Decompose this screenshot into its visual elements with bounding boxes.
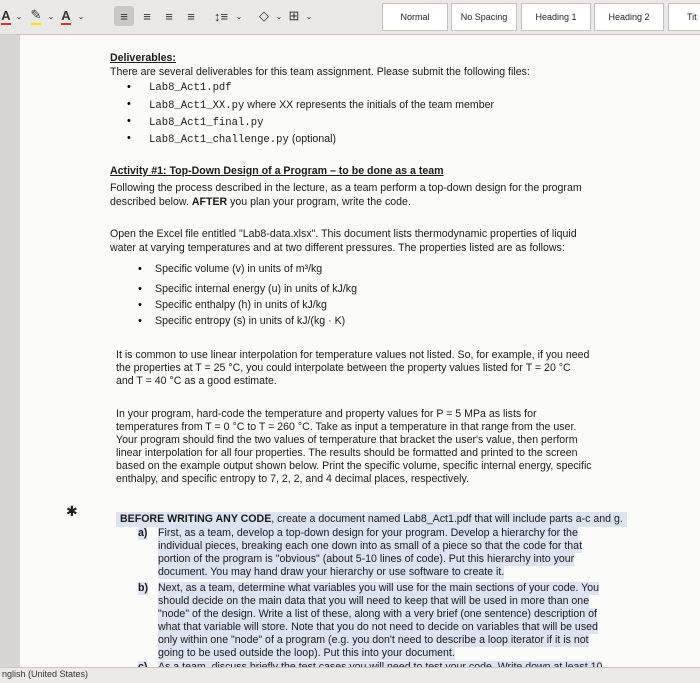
item-a-line: document. You may hand draw your hierarchy or use software to create it.	[158, 566, 505, 578]
chevron-down-icon[interactable]: ⌄	[275, 11, 283, 21]
deliverable-file: Lab8_Act1.pdf	[149, 82, 232, 94]
list-marker: b)	[138, 582, 148, 594]
justify-icon[interactable]: ≡	[187, 8, 195, 24]
align-left-icon[interactable]: ≡	[114, 6, 134, 26]
item-a-line: First, as a team, develop a top-down design for your program. Develop a hierarchy for the	[158, 527, 578, 539]
before-heading: BEFORE WRITING ANY CODE, create a document named Lab8_Act1.pdf that will include parts a-c and g.	[116, 512, 627, 527]
property-item: Specific entropy (s) in units of kJ/(kg · K)	[155, 315, 346, 327]
excel-line: water at varying temperatures and at two different pressures. The properties listed are as follows:	[110, 242, 565, 254]
style-title[interactable]: Tit	[668, 3, 700, 31]
item-b-line: what that variable will store. Note that you do not need to decide on variables that will be used	[158, 621, 598, 633]
highlighter-icon[interactable]: ✎	[28, 6, 44, 26]
activity-line: described below. AFTER you plan your program, write the code.	[110, 196, 411, 208]
program-line: linear interpolation for all four properties. The results should be formatted and printed to the screen	[116, 447, 578, 459]
interp-line: the properties at T = 25 °C, you could interpolate between the property values listed for T = 20 °C	[116, 362, 571, 374]
list-marker: a)	[138, 527, 148, 539]
line-spacing-icon[interactable]: ↕≡	[213, 8, 229, 24]
deliverable-file: Lab8_Act1_XX.py where XX represents the initials of the team member	[149, 99, 495, 112]
bullet: •	[127, 132, 131, 144]
deliverables-heading: Deliverables:	[110, 52, 176, 64]
status-bar	[0, 667, 700, 683]
bullet: •	[138, 263, 142, 275]
interp-line: It is common to use linear interpolation for temperature values not listed. So, for example, if you need	[116, 349, 590, 361]
bullet: •	[127, 98, 131, 110]
interp-line: and T = 40 °C as a good estimate.	[116, 375, 277, 387]
shading-icon[interactable]: ◇	[259, 8, 269, 23]
deliverable-file: Lab8_Act1_challenge.py (optional)	[149, 133, 336, 146]
program-line: enthalpy, and specific entropy to 7, 2, 2, and 4 decimal places, respectively.	[116, 473, 469, 485]
bullet: •	[127, 115, 131, 127]
language-status[interactable]: nglish (United States)	[2, 669, 89, 679]
item-b-line: Next, as a team, determine what variables you will use for the main sections of your code. You	[158, 582, 600, 594]
deliverable-file: Lab8_Act1_final.py	[149, 117, 264, 129]
ribbon-toolbar	[0, 0, 700, 35]
item-b-line: "node" of the design. Write a list of these, along with a very brief (one sentence) description of	[158, 608, 597, 620]
align-right-icon[interactable]: ≡	[165, 8, 173, 24]
property-item: Specific volume (v) in units of m³/kg	[155, 263, 323, 275]
borders-icon[interactable]: ⊞	[288, 8, 300, 23]
style-no-spacing[interactable]: No Spacing	[451, 3, 517, 31]
program-line: In your program, hard-code the temperature and property values for P = 5 MPa as lists for	[116, 408, 537, 420]
program-line: based on the example output shown below. Print the specific volume, specific internal energy, specific	[116, 460, 592, 472]
deliverables-intro: There are several deliverables for this team assignment. Please submit the following files:	[110, 66, 530, 78]
align-center-icon[interactable]: ≡	[143, 8, 151, 24]
item-b-line: only within one "node" of a program (e.g. you don't need to describe a loop iterator if it is not	[158, 634, 589, 646]
property-item: Specific enthalpy (h) in units of kJ/kg	[155, 299, 327, 311]
item-a-line: individual pieces, breaking each one down into as small of a piece so that the code for that	[158, 540, 583, 552]
bullet: •	[138, 315, 142, 327]
activity-title: Activity #1: Top-Down Design of a Program – to be done as a team	[110, 165, 444, 177]
bullet: •	[127, 81, 131, 93]
activity-line: Following the process described in the lecture, as a team perform a top-down design for the program	[110, 182, 582, 194]
bullet: •	[138, 283, 142, 295]
style-heading-2[interactable]: Heading 2	[594, 3, 664, 31]
property-item: Specific internal energy (u) in units of kJ/kg	[155, 283, 357, 295]
font-color-a-icon[interactable]: A	[1, 7, 11, 23]
item-b-line: going to be used outside the loop). Put this into your document.	[158, 647, 455, 659]
excel-line: Open the Excel file entitled "Lab8-data.xlsx". This document lists thermodynamic properties of liquid	[110, 228, 577, 240]
chevron-down-icon[interactable]: ⌄	[15, 11, 23, 21]
chevron-down-icon[interactable]: ⌄	[47, 11, 55, 21]
chevron-down-icon[interactable]: ⌄	[235, 11, 243, 21]
star-cursor-icon: ✱	[66, 503, 78, 519]
bullet: •	[138, 299, 142, 311]
program-line: temperatures from T = 0 °C to T = 260 °C. Take as input a temperature in that range from the user.	[116, 421, 577, 433]
item-b-line: should decide on the main data that you will need to keep that will be used in more than one	[158, 595, 590, 607]
style-normal[interactable]: Normal	[382, 3, 448, 31]
style-heading-1[interactable]: Heading 1	[521, 3, 591, 31]
text-color-icon[interactable]: A	[61, 7, 71, 23]
item-a-line: portion of the program is "obvious" (about 5-10 lines of code). Put this hierarchy into your	[158, 553, 575, 565]
chevron-down-icon[interactable]: ⌄	[305, 11, 313, 21]
program-line: Your program should find the two values of temperature that bracket the user's value, then perform	[116, 434, 578, 446]
chevron-down-icon[interactable]: ⌄	[77, 11, 85, 21]
